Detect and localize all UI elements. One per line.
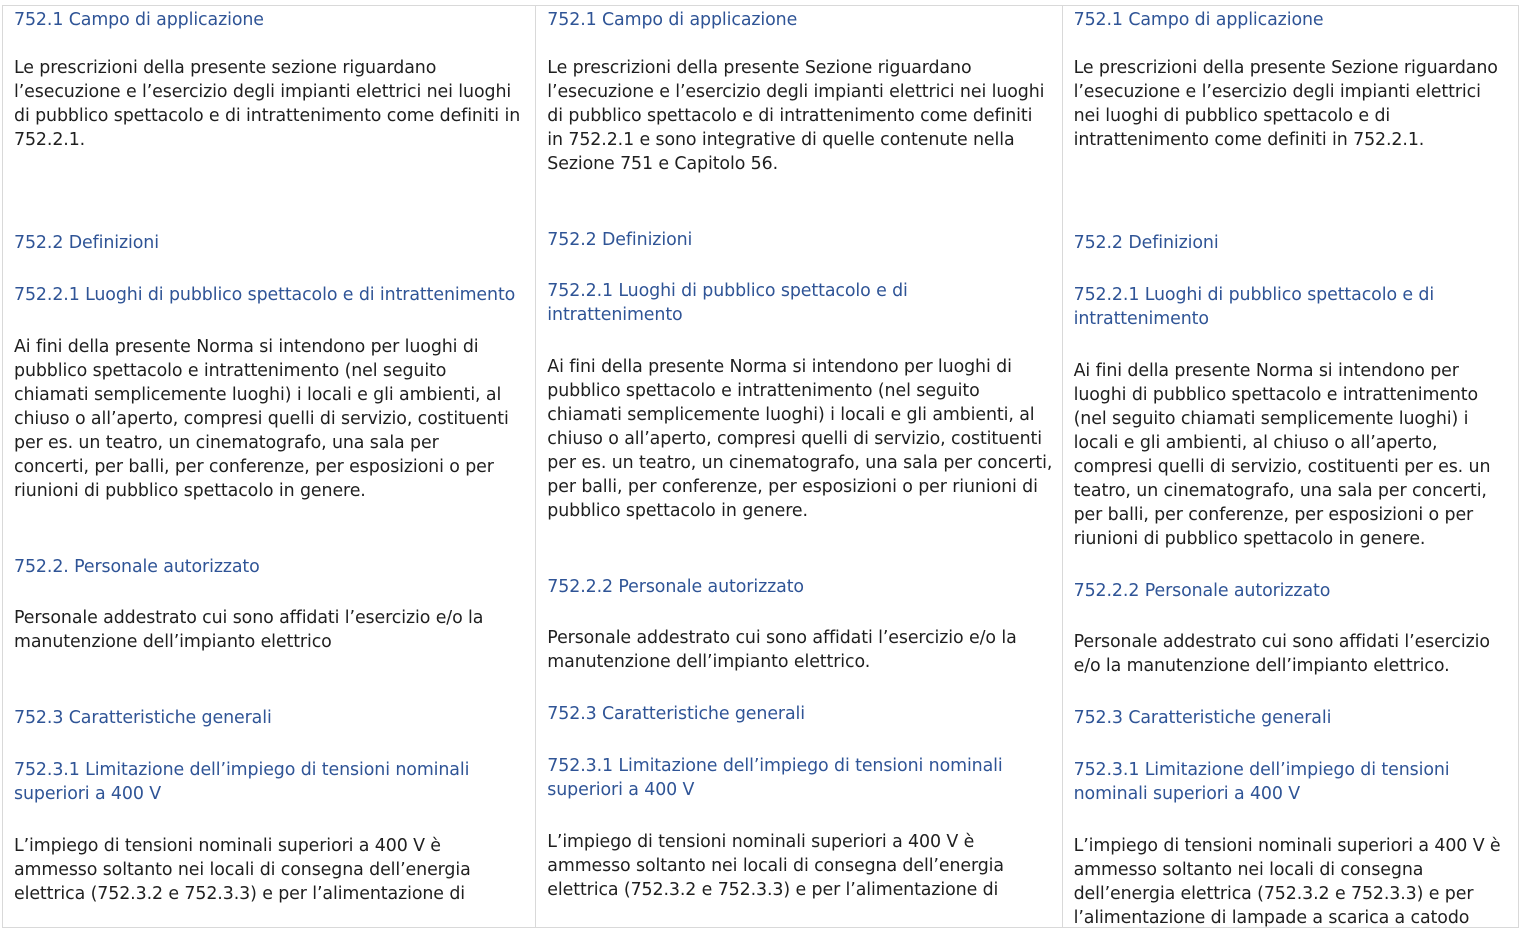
paragraph: Le prescrizioni della presente Sezione riguardano l’esecuzione e l’esercizio degli impianti elettrici nei luoghi di pubblico spettacolo e di intrattenimento come definiti in 752.2.1. [1073, 58, 1498, 150]
paragraph: Personale addestrato cui sono affidati l’esercizio e/o la manutenzione dell’impianto elettrico. [1073, 632, 1490, 676]
paragraph: Ai fini della presente Norma si intendono per luoghi di pubblico spettacolo e intrattenimento (nel seguito chiamati semplicemente luoghi) i locali e gli ambienti, al chiuso o all’aperto, compresi quelli di servizio, costituenti per es. un teatro, un cinematografo, una sala per concerti, per balli, per conferenze, per esposizioni o per riunioni di pubblico spettacolo in genere. [14, 337, 509, 501]
section-heading: 752.2.2 Personale autorizzato [1073, 581, 1331, 601]
section-heading: 752.2. Personale autorizzato [14, 557, 260, 577]
section-heading: 752.3 Caratteristiche generali [1073, 708, 1332, 728]
section-heading: 752.2 Definizioni [547, 230, 693, 250]
section-heading: 752.3.1 Limitazione dell’impiego di tensioni nominali superiori a 400 V [14, 760, 470, 804]
paragraph: Le prescrizioni della presente sezione riguardano l’esecuzione e l’esercizio degli impianti elettrici nei luoghi di pubblico spettacolo e di intrattenimento come definiti in 752.2.1. [14, 58, 521, 150]
section-heading: 752.2 Definizioni [1073, 233, 1219, 253]
section-heading: 752.3.1 Limitazione dell’impiego di tensioni nominali superiori a 400 V [1073, 760, 1450, 804]
section-heading: 752.3 Caratteristiche generali [547, 704, 805, 724]
section-heading: 752.2.1 Luoghi di pubblico spettacolo e di intrattenimento [1073, 285, 1435, 329]
paragraph: L’impiego di tensioni nominali superiori a 400 V è ammesso soltanto nei locali di consegna dell’energia elettrica (752.3.2 e 752.3.3) e per l’alimentazione di [14, 836, 471, 904]
section-heading: 752.2.1 Luoghi di pubblico spettacolo e di intrattenimento [14, 285, 516, 305]
column-1 [3, 6, 536, 927]
column-3 [1063, 6, 1518, 927]
section-heading: 752.2.2 Personale autorizzato [547, 577, 804, 597]
paragraph: Personale addestrato cui sono affidati l’esercizio e/o la manutenzione dell’impianto elettrico. [547, 628, 1017, 672]
column-2 [536, 6, 1062, 927]
paragraph: Le prescrizioni della presente Sezione riguardano l’esecuzione e l’esercizio degli impianti elettrici nei luoghi di pubblico spettacolo e di intrattenimento come definiti in 752.2.1 e sono integrative di quelle contenute nella Sezione 751 e Capitolo 56. [547, 58, 1045, 174]
section-heading: 752.1 Campo di applicazione [14, 10, 264, 30]
comparison-table [2, 5, 1519, 928]
section-heading: 752.3.1 Limitazione dell’impiego di tensioni nominali superiori a 400 V [547, 756, 1003, 800]
section-heading: 752.3 Caratteristiche generali [14, 708, 272, 728]
paragraph: Personale addestrato cui sono affidati l’esercizio e/o la manutenzione dell’impianto elettrico [14, 608, 484, 652]
paragraph: L’impiego di tensioni nominali superiori a 400 V è ammesso soltanto nei locali di consegna dell’energia elettrica (752.3.2 e 752.3.3) e per l’alimentazione di [547, 832, 1004, 900]
paragraph: Ai fini della presente Norma si intendono per luoghi di pubblico spettacolo e intrattenimento (nel seguito chiamati semplicemente luoghi) i locali e gli ambienti, al chiuso o all’aperto, compresi quelli di servizio, costituenti per es. un teatro, un cinematografo, una sala per concerti, per balli, per conferenze, per esposizioni o per riunioni di pubblico spettacolo in genere. [1073, 361, 1491, 549]
section-heading: 752.1 Campo di applicazione [1073, 10, 1324, 30]
section-heading: 752.2.1 Luoghi di pubblico spettacolo e di intrattenimento [547, 281, 908, 325]
section-heading: 752.2 Definizioni [14, 233, 159, 253]
paragraph: Ai fini della presente Norma si intendono per luoghi di pubblico spettacolo e intrattenimento (nel seguito chiamati semplicemente luoghi) i locali e gli ambienti, al chiuso o all’aperto, compresi quelli di servizio, costituenti per es. un teatro, un cinematografo, una sala per concerti, per balli, per conferenze, per esposizioni o per riunioni di pubblico spettacolo in genere. [547, 357, 1053, 521]
paragraph: L’impiego di tensioni nominali superiori a 400 V è ammesso soltanto nei locali di consegna dell’energia elettrica (752.3.2 e 752.3.3) e per l’alimentazione di lampade a scarica a catodo [1073, 836, 1501, 927]
section-heading: 752.1 Campo di applicazione [547, 10, 798, 30]
